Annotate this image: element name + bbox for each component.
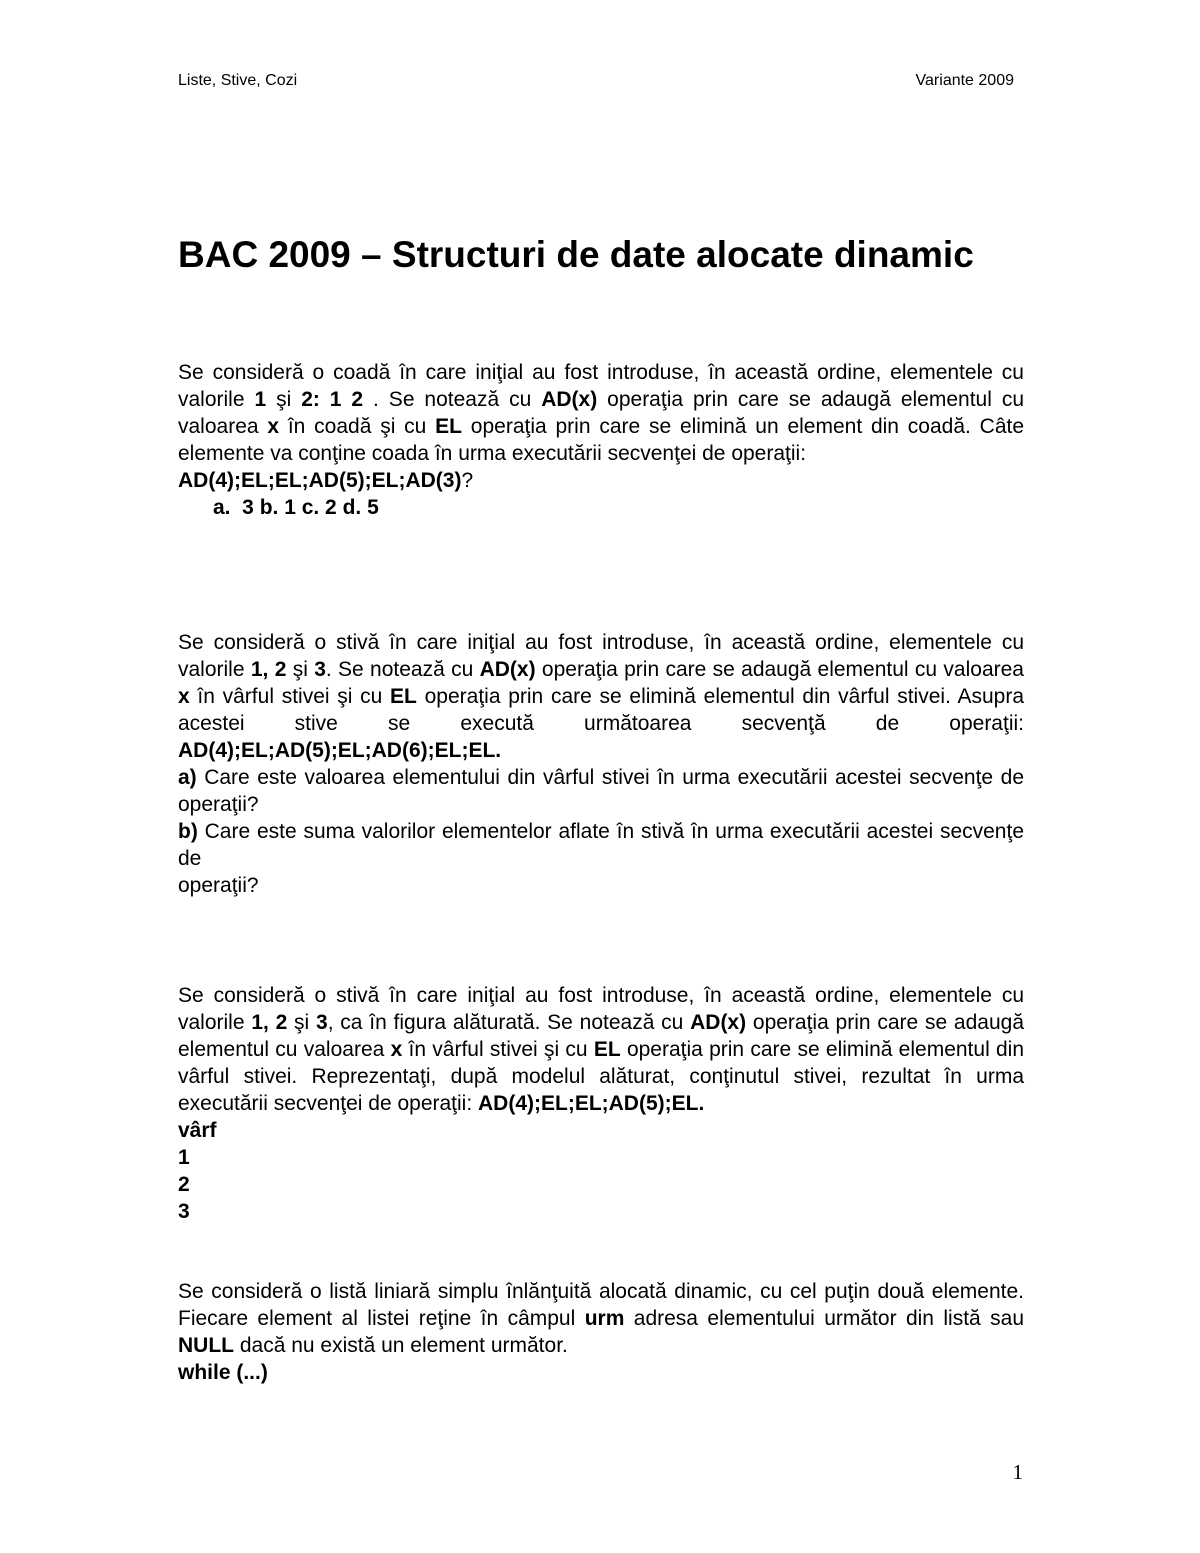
question-4 <box>178 1278 1024 1386</box>
question-2-part-a: a) Care este valoarea elementului din vârful stivei în urma executării acestei secvenţe de operaţii? <box>178 766 1024 816</box>
question-1-operations: AD(4);EL;EL;AD(5);EL;AD(3)? <box>178 469 474 492</box>
question-2-part-b-end: operaţii? <box>178 874 259 897</box>
stack-item: 3 <box>178 1200 190 1223</box>
header-left: Liste, Stive, Cozi <box>178 72 298 89</box>
question-4-text: Se consideră o listă liniară simplu înlănţuită alocată dinamic, cu cel puţin două elemente. Fiecare element al listei reţine în câmpul urm adresa elementului următor din listă sau NULL dacă nu există un element următor. <box>178 1280 1025 1357</box>
stack-item: 2 <box>178 1173 190 1196</box>
page-title: BAC 2009 – Structuri de date alocate dinamic <box>178 234 974 275</box>
question-1-answers: a. 3 b. 1 c. 2 d. 5 <box>213 496 379 519</box>
code-line: while (...) <box>178 1361 268 1384</box>
question-1-text: Se consideră o coadă în care iniţial au fost introduse, în această ordine, elementele cu valorile 1 şi 2: 1 2 . Se notează cu AD(x) operaţia prin care se adaugă elementul cu valoarea x în coadă şi cu EL operaţia prin care se elimină un element din coadă. Câte elemente va conţine coada în urma executării secvenţei de operaţii: <box>178 361 1025 465</box>
stack-item: 1 <box>178 1146 190 1169</box>
question-3 <box>178 982 1024 1225</box>
question-2 <box>178 629 1024 899</box>
stack-top-label: vârf <box>178 1119 217 1142</box>
question-1 <box>178 359 1024 521</box>
header-right: Variante 2009 <box>915 72 1014 89</box>
page-number: 1 <box>1012 1460 1023 1484</box>
question-2-text: Se consideră o stivă în care iniţial au fost introduse, în această ordine, elementele cu valorile 1, 2 şi 3. Se notează cu AD(x) operaţia prin care se adaugă elementul cu valoarea x în vârful stivei şi cu EL operaţia prin care se elimină elementul din vârful stivei. Asupra acestei stive se execută următoarea secvenţă de operaţii: AD(4);EL;AD(5);EL;AD(6);EL;EL. <box>178 631 1024 762</box>
question-3-text: Se consideră o stivă în care iniţial au fost introduse, în această ordine, elementele cu valorile 1, 2 şi 3, ca în figura alăturată. Se notează cu AD(x) operaţia prin care se adaugă elementul cu valoarea x în vârful stivei şi cu EL operaţia prin care se elimină elementul din vârful stivei. Reprezentaţi, după modelul alăturat, conţinutul stivei, rezultat în urma executării secvenţei de operaţii: AD(4);EL;EL;AD(5);EL. <box>178 984 1025 1115</box>
question-2-part-b: b) Care este suma valorilor elementelor aflate în stivă în urma executării acestei secvenţe de <box>178 820 1024 870</box>
